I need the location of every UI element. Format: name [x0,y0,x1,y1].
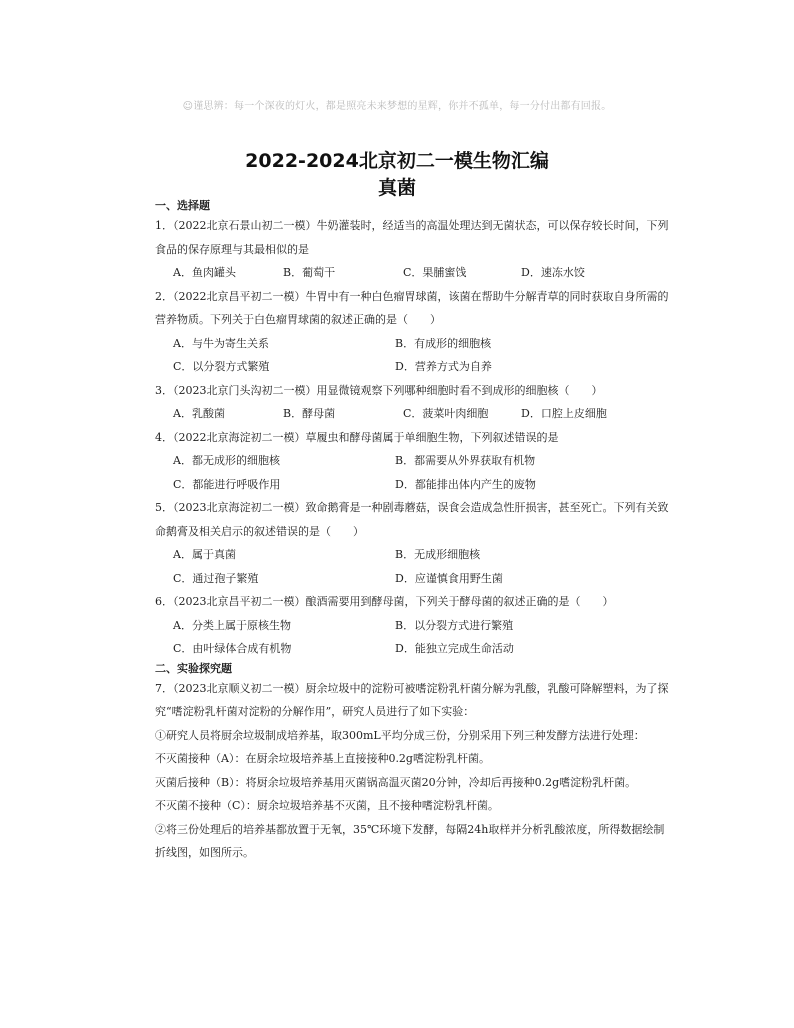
header-note: ☺谨思辨：每一个深夜的灯火，都是照亮未来梦想的星辉，你并不孤单，每一分付出都有回报。 [182,101,612,112]
option-row [155,637,715,661]
option-c: C．以分裂方式繁殖 [173,360,270,373]
question-text: 3．（2023北京门头沟初二一模）用显微镜观察下列哪种细胞时看不到成形的细胞核（ ） [155,383,603,397]
paragraph-line: 折线图，如图所示。 [155,846,254,859]
option-a: A．属于真菌 [173,548,236,561]
option-row [155,449,715,473]
question-text: 营养物质。下列关于白色瘤胃球菌的叙述正确的是（ ） [155,313,441,326]
option-d: D．都能排出体内产生的废物 [395,477,536,491]
question-text: 食品的保存原理与其最相似的是 [155,242,309,256]
option-b: B．以分裂方式进行繁殖 [395,618,514,632]
question-7 [155,677,715,865]
question-text: 6．（2023北京昌平初二一模）酿酒需要用到酵母菌，下列关于酵母菌的叙述正确的是（ ） [155,595,614,608]
question-text: 命鹅膏及相关启示的叙述错误的是（ ） [155,524,364,538]
option-b: B．无成形细胞核 [395,548,481,561]
paragraph-line: 不灭菌不接种（C）：厨余垃圾培养基不灭菌，且不接种嗜淀粉乳杆菌。 [155,799,499,812]
question-2 [155,285,715,379]
question-5 [155,496,715,590]
question-3 [155,379,715,426]
option-d: D．速冻水饺 [521,266,585,279]
option-c: C．果脯蜜饯 [403,266,467,279]
option-b: B．酵母菌 [283,407,336,420]
option-row [155,355,715,379]
question-text: 5．（2023北京海淀初二一模）致命鹅膏是一种剧毒蘑菇，误食会造成急性肝损害，甚至死亡。下列有关致 [155,501,669,514]
section-heading-choice: 一、选择题 [155,199,210,212]
paragraph-line: ②将三份处理后的培养基都放置于无氧，35℃环境下发酵，每隔24h取样并分析乳酸浓度，所得数据绘制 [155,822,665,836]
option-c: C．由叶绿体合成有机物 [173,642,292,655]
paragraph-line: 究“嗜淀粉乳杆菌对淀粉的分解作用”，研究人员进行了如下实验： [155,705,475,718]
question-text: 2．（2022北京昌平初二一模）牛胃中有一种白色瘤胃球菌，该菌在帮助牛分解青草的同时获取自身所需的 [155,289,669,303]
question-text: 4．（2022北京海淀初二一模）草履虫和酵母菌属于单细胞生物，下列叙述错误的是 [155,430,559,444]
option-row [155,614,715,638]
paragraph-line: 灭菌后接种（B）：将厨余垃圾培养基用灭菌锅高温灭菌20分钟，冷却后再接种0.2g嗜淀粉乳杆菌。 [155,775,637,789]
question-6 [155,590,715,661]
option-d: D．应谨慎食用野生菌 [395,571,503,585]
section-heading-experiment: 二、实验探究题 [155,661,232,675]
option-d: D．营养方式为自养 [395,360,492,373]
option-a: A．都无成形的细胞核 [173,454,280,467]
option-d: D．口腔上皮细胞 [521,407,607,420]
question-1 [155,214,715,285]
option-c: C．都能进行呼吸作用 [173,477,281,491]
paragraph-line: 7．（2023北京顺义初二一模）厨余垃圾中的淀粉可被嗜淀粉乳杆菌分解为乳酸，乳酸可降解塑料，为了探 [155,681,669,695]
question-text: 1．（2022北京石景山初二一模）牛奶灌装时，经适当的高温处理达到无菌状态，可以保存较长时间，下列 [155,219,669,232]
document-body [155,198,715,865]
option-b: B．葡萄干 [283,266,336,279]
option-c: C．菠菜叶肉细胞 [403,407,489,420]
option-b: B．有成形的细胞核 [395,336,492,350]
option-a: A．分类上属于原核生物 [173,618,291,632]
option-d: D．能独立完成生命活动 [395,642,514,655]
option-row [155,473,715,497]
paragraph-line: 不灭菌接种（A）：在厨余垃圾培养基上直接接种0.2g嗜淀粉乳杆菌。 [155,752,490,765]
option-row [155,261,715,285]
option-row [155,402,715,426]
paragraph-line: ①研究人员将厨余垃圾制成培养基，取300mL平均分成三份，分别采用下列三种发酵方法进行处理： [155,728,645,742]
option-c: C．通过孢子繁殖 [173,571,259,585]
document-title: 2022-2024北京初二一模生物汇编 [245,150,549,172]
option-row [155,543,715,567]
option-a: A．乳酸菌 [173,407,225,420]
option-a: A．鱼肉罐头 [173,266,236,279]
option-b: B．都需要从外界获取有机物 [395,454,536,467]
option-a: A．与牛为寄生关系 [173,336,269,350]
option-row [155,567,715,591]
question-4 [155,426,715,497]
option-row [155,332,715,356]
document-subtitle: 真菌 [377,177,416,199]
